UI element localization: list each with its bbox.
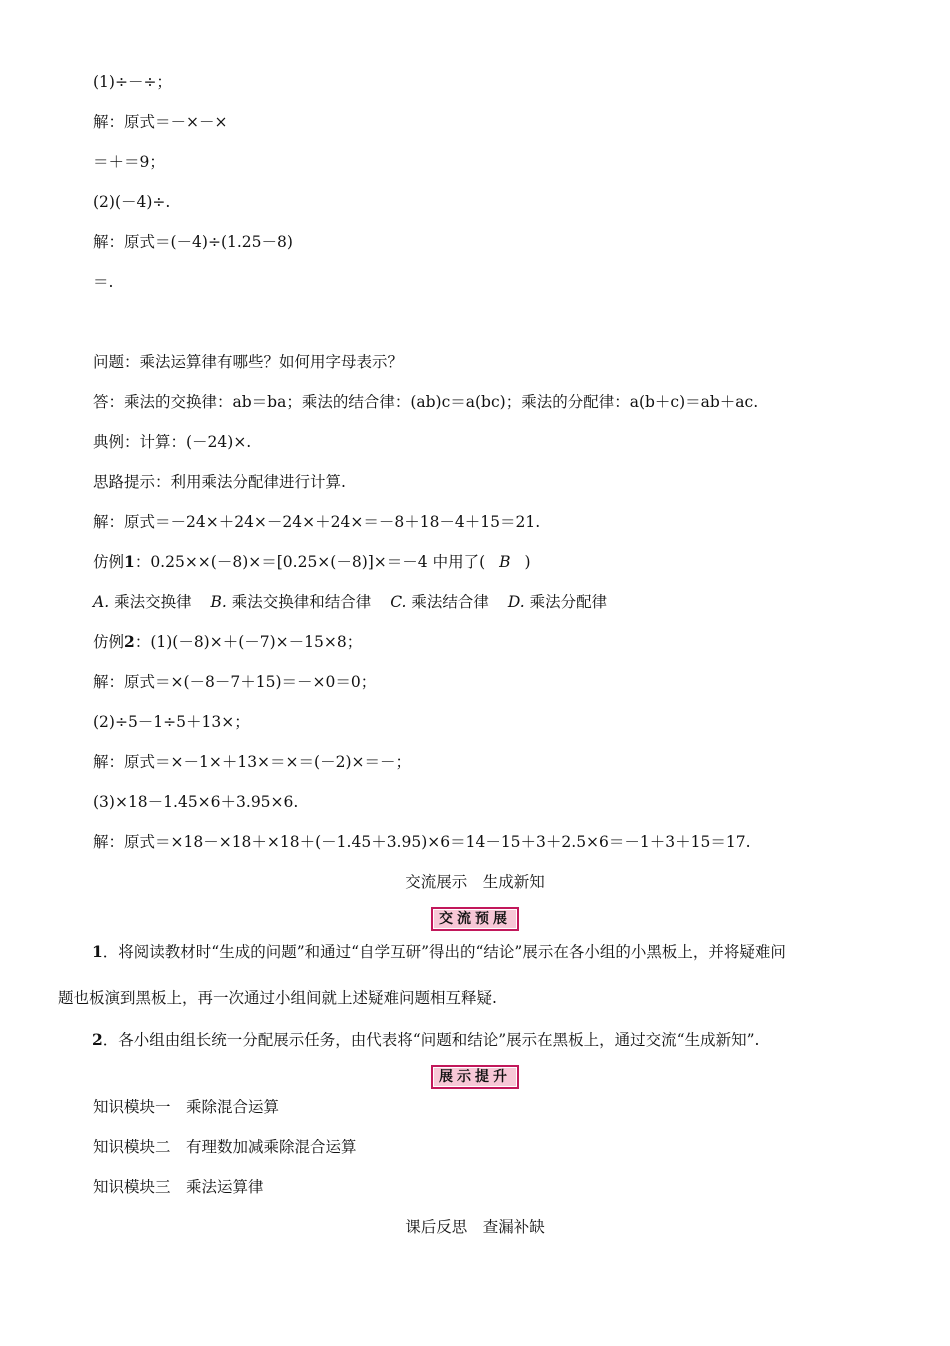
ex2-question-2: (2)÷5－1÷5＋13×；: [93, 713, 250, 731]
exchange-banner: [0, 907, 950, 931]
item1-text: ．将阅读教材时“生成的问题”和通过“自学互研”得出的“结论”展示在各小组的小黑板上，并将疑难问: [102, 943, 786, 961]
exchange-banner-label: 交流预展: [431, 907, 519, 931]
option-d-letter: D.: [507, 593, 525, 611]
option-b-letter: B.: [210, 593, 227, 611]
footer-title: 课后反思 查漏补缺: [405, 1218, 545, 1236]
ex2-number: 2: [124, 632, 135, 651]
q2-text: (2)(－4)÷.: [93, 193, 171, 211]
ex1-close: ): [524, 553, 531, 571]
q1-solution: 解：原式＝－×－×: [93, 113, 228, 131]
module-2: 知识模块二 有理数加减乘除混合运算: [93, 1138, 357, 1156]
item2-number: 2: [92, 1030, 103, 1049]
module-3: 知识模块三 乘法运算律: [93, 1178, 264, 1196]
ex1-answer: B: [499, 553, 511, 571]
q1-text: (1)÷－÷；: [93, 73, 172, 91]
show-banner-label: 展示提升: [431, 1065, 519, 1089]
q1-result: ＝＋＝9；: [93, 153, 165, 171]
option-a-letter: A.: [93, 593, 110, 611]
exchange-item-2: [92, 1030, 759, 1050]
section-title-exchange: 交流展示 生成新知: [405, 873, 545, 891]
item2-text: ．各小组由组长统一分配展示任务，由代表将“问题和结论”展示在黑板上，通过交流“生成新知”.: [102, 1031, 760, 1049]
exchange-item-1-line-2: 题也板演到黑板上，再一次通过小组间就上述疑难问题相互释疑.: [58, 989, 497, 1007]
q2-result: ＝.: [93, 273, 114, 291]
q2-solution: 解：原式＝(－4)÷(1.25－8): [93, 233, 293, 251]
item1-number: 1: [92, 942, 103, 961]
option-a-text: 乘法交换律: [114, 593, 192, 611]
solution-line: 解：原式＝－24×＋24×－24×＋24×＝－8＋18－4＋15＝21.: [93, 513, 541, 531]
ex1-number: 1: [124, 552, 135, 571]
ex1-body: ：0.25××(－8)×＝[0.25×(－8)]×＝－4 中用了(: [134, 553, 486, 571]
ex1-prefix: 仿例: [93, 553, 125, 571]
option-c-letter: C.: [390, 593, 407, 611]
example-line: 典例：计算：(－24)×.: [93, 433, 252, 451]
ex2-solution-2: 解：原式＝×－1×＋13×＝×＝(－2)×＝－；: [93, 753, 411, 771]
exchange-item-1-line-1: [92, 942, 786, 962]
imitation-example-1: [93, 552, 531, 572]
ex2-solution-3: 解：原式＝×18－×18＋×18＋(－1.45＋3.95)×6＝14－15＋3＋2.5×6＝－1＋3＋15＝17.: [93, 833, 751, 851]
ex2-solution-1: 解：原式＝×(－8－7＋15)＝－×0＝0；: [93, 673, 377, 691]
show-banner: [0, 1065, 950, 1089]
ex2-question-3: (3)×18－1.45×6＋3.95×6.: [93, 793, 299, 811]
ex2-body: ：(1)(－8)×＋(－7)×－15×8；: [134, 633, 363, 651]
question-line: 问题：乘法运算律有哪些？如何用字母表示？: [93, 353, 404, 371]
imitation-example-2: [93, 632, 362, 652]
answer-line: 答：乘法的交换律：ab＝ba；乘法的结合律：(ab)c＝a(bc)；乘法的分配律：a(b＋c)＝ab＋ac.: [93, 393, 759, 411]
option-b-text: 乘法交换律和结合律: [231, 593, 372, 611]
option-c-text: 乘法结合律: [411, 593, 489, 611]
module-1: 知识模块一 乘除混合运算: [93, 1098, 280, 1116]
option-d-text: 乘法分配律: [529, 593, 608, 611]
options-row: [93, 592, 607, 612]
hint-line: 思路提示：利用乘法分配律进行计算.: [93, 473, 346, 491]
ex2-prefix: 仿例: [93, 633, 125, 651]
